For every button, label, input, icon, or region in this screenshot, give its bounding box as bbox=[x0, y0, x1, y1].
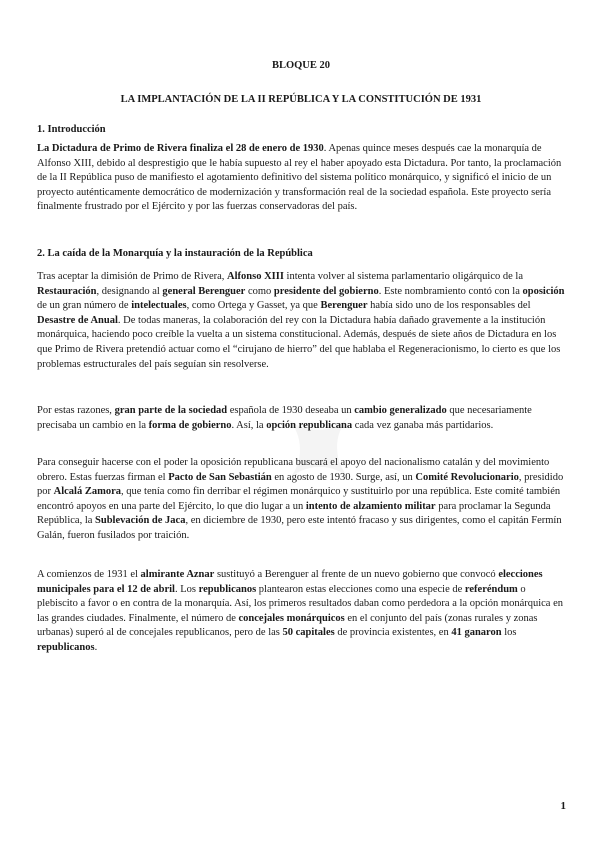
paragraph bbox=[37, 404, 565, 433]
text-run: , que tenía como fin derribar el régimen monárquico y sustituirlo por una república. Este comité también encontró apoyos en una parte del Ejército, lo que dio lugar a un bbox=[37, 486, 561, 512]
text-run: , designando al bbox=[96, 285, 163, 297]
bold-run: Pacto de San Sebastián bbox=[168, 471, 272, 483]
bold-run: general Berenguer bbox=[162, 285, 246, 297]
bold-run: 50 capitales bbox=[282, 627, 335, 639]
text-run: . bbox=[94, 641, 98, 653]
section-heading-introduccion: 1. Introducción bbox=[37, 124, 106, 135]
bold-run: concejales monárquicos bbox=[238, 612, 345, 624]
text-run: . Este nombramiento contó con la bbox=[378, 285, 523, 297]
text-run: cada vez ganaba más partidarios. bbox=[352, 419, 494, 431]
paragraph bbox=[37, 456, 565, 544]
bold-run: 41 ganaron bbox=[451, 627, 502, 639]
text-run: en el conjunto del país (zonas rurales y zonas urbanas) superó al de concejales republicanos, pero de las bbox=[37, 612, 538, 639]
bold-run: La Dictadura de Primo de Rivera finaliza el 28 de enero de 1930 bbox=[37, 143, 324, 154]
bold-run: almirante Aznar bbox=[140, 569, 215, 580]
bold-run: opción republicana bbox=[266, 419, 353, 431]
text-run: A comienzos de 1931 el bbox=[37, 569, 141, 580]
bold-run: forma de gobierno bbox=[148, 419, 232, 431]
bold-run: Restauración bbox=[37, 285, 97, 297]
bold-run: gran parte de la sociedad bbox=[114, 405, 228, 416]
page-title: LA IMPLANTACIÓN DE LA II REPÚBLICA Y LA CONSTITUCIÓN DE 1931 bbox=[120, 94, 482, 105]
text-run: española de 1930 deseaba un bbox=[227, 405, 355, 416]
bold-run: Comité Revolucionario bbox=[415, 471, 519, 483]
text-run: , presidido por bbox=[37, 471, 564, 498]
text-run: de un gran número de bbox=[37, 300, 132, 312]
bold-run: presidente del gobierno bbox=[273, 285, 379, 297]
bold-run: Sublevación de Jaca bbox=[95, 515, 186, 527]
text-run: había sido uno de los responsables del bbox=[367, 300, 531, 312]
text-run: en agosto de 1930. Surge, así, un bbox=[271, 471, 416, 483]
text-run: de provincia existentes, en bbox=[334, 627, 452, 639]
bold-run: intento de alzamiento militar bbox=[305, 500, 436, 512]
text-run: , como Ortega y Gasset, ya que bbox=[186, 300, 321, 312]
section-heading-caida-monarquia: 2. La caída de la Monarquía y la instauración de la República bbox=[37, 248, 313, 259]
text-run: intenta volver al sistema parlamentario oligárquico de la bbox=[283, 271, 524, 282]
text-run: Por estas razones, bbox=[37, 405, 115, 416]
text-run: que necesariamente precisaba un cambio en la bbox=[37, 405, 532, 431]
text-run: sustituyó a Berenguer al frente de un nuevo gobierno que convocó bbox=[214, 569, 499, 580]
bold-run: elecciones municipales para el 12 de abril bbox=[37, 569, 543, 595]
text-run: . Apenas quince meses después cae la monarquía de Alfonso XIII, debido al desprestigio que le había supuesto al rey el haber apoyado esta Dictadura. Por tanto, la proclamación de la II República puso de manifiesto el agotamiento definitivo del sistema político monárquico, y significó el inicio de un proyecto auténticamente democrático de modernización y transformación real de la sociedad española. Este proyecto sería finalmente frustrado por el Ejército y por las fuerzas conservadoras del país. bbox=[37, 143, 562, 213]
text-run: para proclamar la Segunda República, la bbox=[37, 500, 551, 527]
page-number: 1 bbox=[560, 800, 566, 812]
text-run: . Los bbox=[174, 583, 199, 595]
bold-run: referéndum bbox=[464, 583, 518, 595]
paragraph bbox=[37, 142, 565, 215]
bold-run: republicanos bbox=[198, 583, 257, 595]
text-run: . Así, la bbox=[231, 419, 267, 431]
bold-run: cambio generalizado bbox=[354, 405, 447, 416]
bold-run: Berenguer bbox=[320, 300, 368, 312]
text-run: Para conseguir hacerse con el poder la oposición republicana buscará el apoyo del nacionalismo catalán y del movimiento obrero. Estas fuerzas firman el bbox=[37, 457, 550, 483]
bold-run: Alcalá Zamora bbox=[53, 486, 121, 498]
block-label: BLOQUE 20 bbox=[271, 60, 331, 71]
bold-run: intelectuales bbox=[131, 300, 187, 312]
text-run: los bbox=[501, 627, 517, 639]
bold-run: republicanos bbox=[37, 641, 95, 653]
paragraph bbox=[37, 270, 565, 372]
text-run: plantearon estas elecciones como una especie de bbox=[256, 583, 465, 595]
text-run: . De todas maneras, la colaboración del rey con la Dictadura había dañado gravemente a la institución monárquica, haciendo poco creíble la vuelta a un sistema constitucional. Además, después de siete años de Dictadura en los que Primo de Rivera pretendió actuar como el “cirujano de hierro” del que hablaba el Regeneracionismo, lo cierto es que los problemas estructurales del país seguían sin resolverse. bbox=[37, 314, 561, 370]
bold-run: oposición bbox=[522, 285, 565, 297]
paragraph bbox=[37, 568, 565, 656]
bold-run: Desastre de Anual bbox=[37, 314, 118, 326]
text-run: , en diciembre de 1930, pero este intentó fracaso y sus dirigentes, como el capitán Fermín Galán, fueron fusilados por traición. bbox=[37, 515, 562, 541]
text-run: Tras aceptar la dimisión de Primo de Rivera, bbox=[37, 271, 228, 282]
text-run: o plebiscito a favor o en contra de la monarquía. Así, los primeros resultados daban como perdedora a la opción monárquica en las grandes ciudades. Finalmente, el número de bbox=[37, 583, 563, 624]
text-run: como bbox=[245, 285, 274, 297]
bold-run: Alfonso XIII bbox=[227, 271, 284, 282]
